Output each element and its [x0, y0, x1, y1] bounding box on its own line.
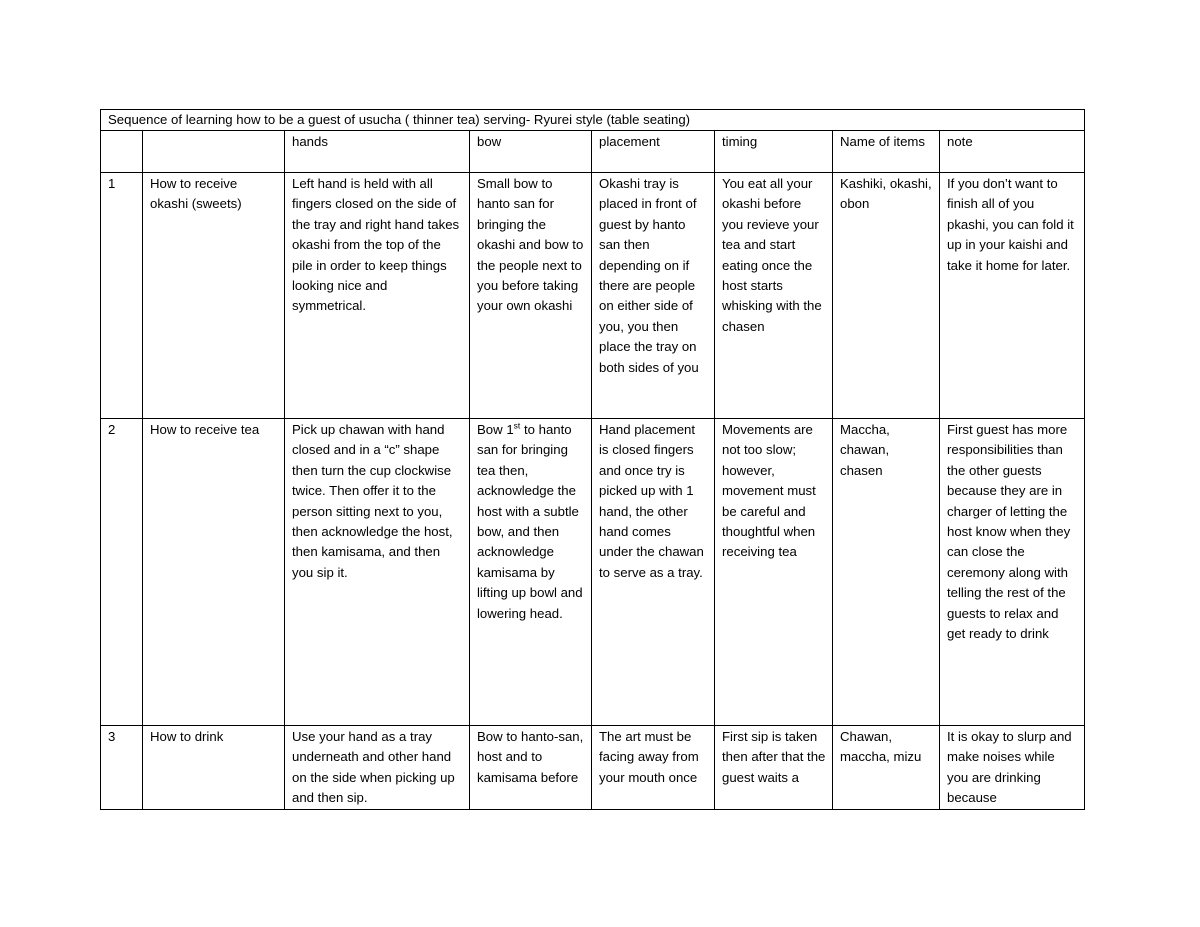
- note-cell: It is okay to slurp and make noises while you are drinking because: [940, 726, 1085, 810]
- table-row: [101, 419, 1085, 726]
- note-cell: If you don’t want to finish all of you pkashi, you can fold it up in your kaishi and take it home for later.: [940, 173, 1085, 419]
- bow-text-rest: to hanto san for bringing tea then, acknowledge the host with a subtle bow, and then acknowledge kamisama by lifting up bowl and lowering head.: [477, 422, 583, 621]
- timing-cell: Movements are not too slow; however, movement must be careful and thoughtful when receiving tea: [715, 419, 833, 726]
- hands-cell: Pick up chawan with hand closed and in a “c” shape then turn the cup clockwise twice. Then offer it to the person sitting next to you, then acknowledge the host, then kamisama, and then you sip it.: [285, 419, 470, 726]
- bow-text-start: Bow 1: [477, 422, 514, 437]
- header-cell-bow: bow: [470, 131, 592, 173]
- header-cell-hands: hands: [285, 131, 470, 173]
- table-title-row: [101, 110, 1085, 131]
- timing-cell: You eat all your okashi before you revieve your tea and start eating once the host starts whisking with the chasen: [715, 173, 833, 419]
- topic-cell: How to drink: [143, 726, 285, 810]
- table-row: [101, 726, 1085, 810]
- header-cell-topic: [143, 131, 285, 173]
- items-cell: Maccha, chawan, chasen: [833, 419, 940, 726]
- topic-cell: How to receive okashi (sweets): [143, 173, 285, 419]
- placement-cell: The art must be facing away from your mouth once: [592, 726, 715, 810]
- bow-cell: Small bow to hanto san for bringing the okashi and bow to the people next to you before taking your own okashi: [470, 173, 592, 419]
- header-cell-timing: timing: [715, 131, 833, 173]
- header-cell-placement: placement: [592, 131, 715, 173]
- table-row: [101, 173, 1085, 419]
- header-cell-note: note: [940, 131, 1085, 173]
- hands-cell: Use your hand as a tray underneath and other hand on the side when picking up and then sip.: [285, 726, 470, 810]
- placement-cell: Okashi tray is placed in front of guest by hanto san then depending on if there are people on either side of you, you then place the tray on both sides of you: [592, 173, 715, 419]
- header-cell-name-of-items: Name of items: [833, 131, 940, 173]
- row-number-cell: 1: [101, 173, 143, 419]
- timing-cell: First sip is taken then after that the guest waits a: [715, 726, 833, 810]
- bow-cell: [470, 419, 592, 726]
- hands-cell: Left hand is held with all fingers closed on the side of the tray and right hand takes okashi from the top of the pile in order to keep things looking nice and symmetrical.: [285, 173, 470, 419]
- items-cell: Chawan, maccha, mizu: [833, 726, 940, 810]
- ordinal-suffix: st: [513, 420, 521, 431]
- row-number-cell: 3: [101, 726, 143, 810]
- note-cell: First guest has more responsibilities than the other guests because they are in charger of letting the host know when they can close the ceremony along with telling the rest of the guests to relax and get ready to drink: [940, 419, 1085, 726]
- placement-cell: Hand placement is closed fingers and once try is picked up with 1 hand, the other hand comes under the chawan to serve as a tray.: [592, 419, 715, 726]
- items-cell: Kashiki, okashi, obon: [833, 173, 940, 419]
- table-title: Sequence of learning how to be a guest of usucha ( thinner tea) serving- Ryurei style (table seating): [101, 110, 1085, 131]
- bow-cell: Bow to hanto-san, host and to kamisama before: [470, 726, 592, 810]
- topic-cell: How to receive tea: [143, 419, 285, 726]
- table-header-row: [101, 131, 1085, 173]
- header-cell-number: [101, 131, 143, 173]
- row-number-cell: 2: [101, 419, 143, 726]
- guest-sequence-table: [100, 109, 1085, 810]
